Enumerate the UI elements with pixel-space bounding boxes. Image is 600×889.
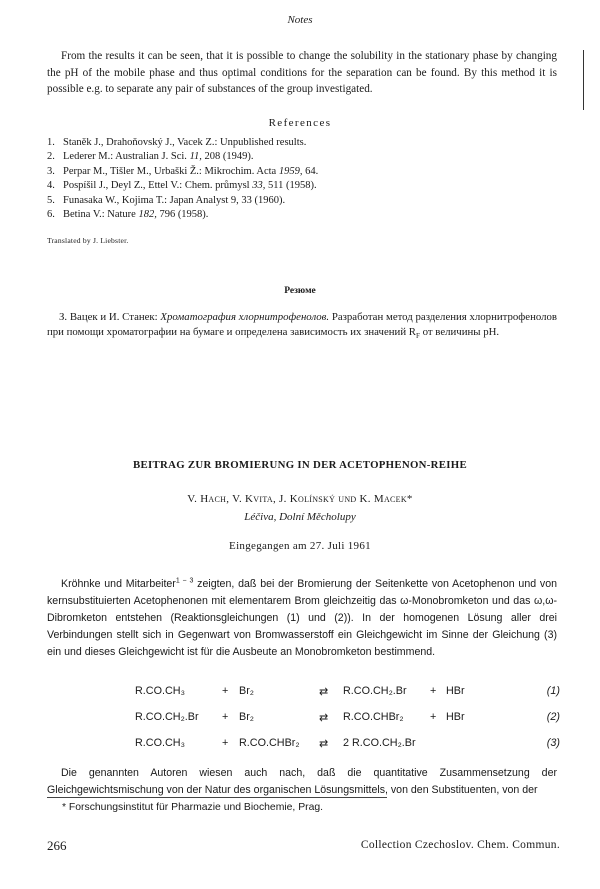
reference-item: 6. Betina V.: Nature 182, 796 (1958). <box>47 209 209 221</box>
reference-item: 3. Perpar M., Tišler M., Urbaški Ž.: Mikrochim. Acta 1959, 64. <box>47 165 319 177</box>
article-title: BEITRAG ZUR BROMIERUNG IN DER ACETOPHENON-REIHE <box>133 459 467 471</box>
footnote-rule <box>47 797 387 798</box>
equation-1: R.CO.CH₃ + Br₂ ⇄ R.CO.CH₂.Br + HBr (1) <box>135 685 560 698</box>
article-authors: V. Hach, V. Kvita, J. Kolínský und K. Macek* <box>187 493 413 505</box>
journal-name: Collection Czechoslov. Chem. Commun. <box>360 839 560 851</box>
equation-3: R.CO.CH₃ + R.CO.CHBr₂ ⇄ 2 R.CO.CH₂.Br (3) <box>135 737 560 750</box>
intro-paragraph: Kröhnke und Mitarbeiter$^{1 - 3}$ zeigten, daß bei der Bromierung der Seitenkette von Acetophenon und von kernsubstituierten Acetophenonen mit elementarem Brom gleichzeitig das ω-Monobromketon und das ω,ω-Dibromketon entstehen (Reaktionsgleichungen (1) und (2)). In der homogenen Lösung aller drei Verbindungen stellt sich in Gegenwart von Bromwasserstoff ein Gleichgewicht im Sinne der Gleichung (3) ein und dieses Gleichgewicht ist für die Ausbeute an Monobromketon bestimmend. <box>47 577 558 658</box>
resume-paragraph: З. Вацек и И. Станек: Хроматография хлорнитрофенолов. Разработан метод разделения хлорнитрофенолов при помощи хроматографии на бумаге и определена зависимость их значений $R_F$ от величины pH. <box>47 311 557 341</box>
footnote: * Forschungsinstitut für Pharmazie und Biochemie, Prag. <box>62 802 324 813</box>
running-title: Notes <box>287 14 313 26</box>
reference-item: 4. Pospíšil J., Deyl Z., Ettel V.: Chem. průmysl 33, 511 (1958). <box>47 180 317 192</box>
translator-credit: Translated by J. Liebster. <box>47 236 129 245</box>
resume-heading: Резюме <box>284 286 316 296</box>
reference-item: 5. Funasaka W., Kojima T.: Japan Analyst 9, 33 (1960). <box>47 194 286 206</box>
reference-item: 2. Lederer M.: Australian J. Sci. 11, 208 (1949). <box>47 151 254 163</box>
margin-mark <box>583 50 584 110</box>
notes-paragraph: From the results it can be seen, that it is possible to change the solubility in the stationary phase by changing the pH of the mobile phase and thus optimal conditions for the separation can be found. By this method it is possible e.g. to separate any pair of substances of the group investigated. <box>47 50 557 96</box>
references-heading: References <box>268 117 332 129</box>
references-list <box>47 136 567 222</box>
continuation-paragraph: Die genannten Autoren wiesen auch nach, daß die quantitative Zusammensetzung der Gleichgewichtsmischung von der Natur des organischen Lösungsmittels, von den Substituenten, von der <box>47 767 557 796</box>
article-institution: Léčiva, Dolní Měcholupy <box>244 511 356 523</box>
equation-2: R.CO.CH₂.Br + Br₂ ⇄ R.CO.CHBr₂ + HBr (2) <box>135 711 560 724</box>
reference-item: 1. Staněk J., Drahoňovský J., Vacek Z.: Unpublished results. <box>47 137 307 148</box>
page-number: 266 <box>47 838 67 853</box>
received-date: Eingegangen am 27. Juli 1961 <box>229 540 371 552</box>
